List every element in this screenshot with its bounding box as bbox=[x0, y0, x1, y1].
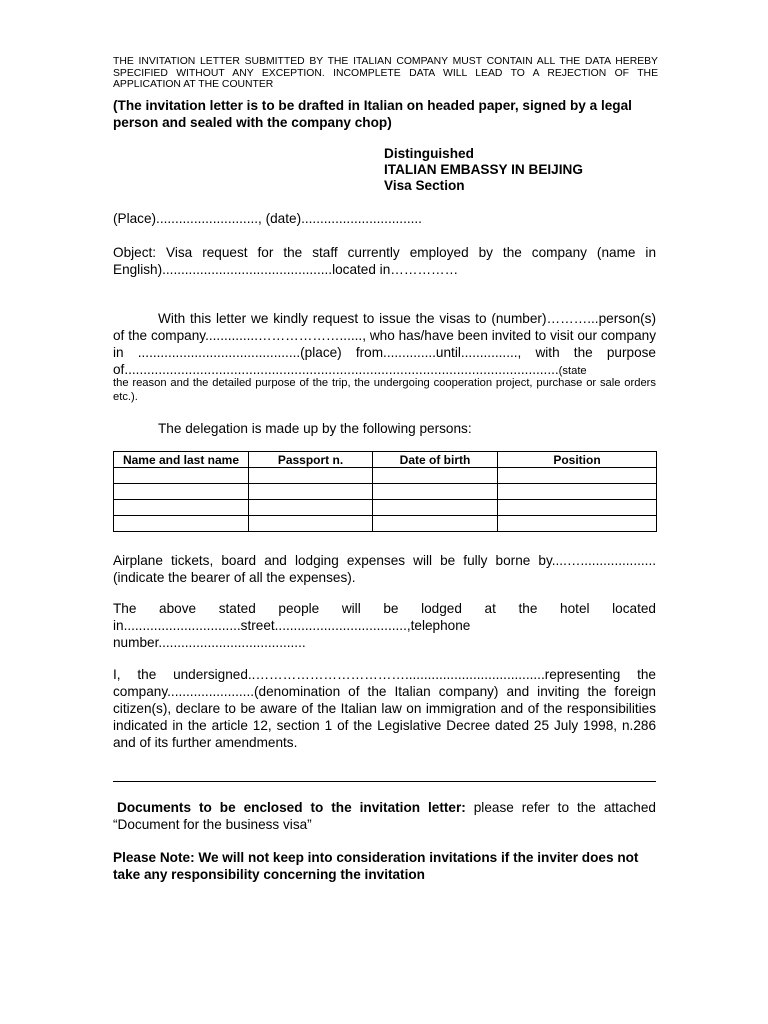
documents-label: Documents to be enclosed to the invitation letter: bbox=[117, 800, 466, 815]
col-header-name: Name and last name bbox=[114, 452, 249, 468]
passport-cell[interactable] bbox=[249, 468, 373, 484]
table-row bbox=[114, 516, 657, 532]
col-header-position: Position bbox=[498, 452, 657, 468]
recipient-embassy: ITALIAN EMBASSY IN BEIJING bbox=[384, 162, 583, 177]
recipient-block bbox=[384, 146, 583, 194]
position-cell[interactable] bbox=[498, 516, 657, 532]
table-header-row bbox=[114, 452, 657, 468]
lodging-paragraph: The above stated people will be lodged at the hotel located in...............................street...................................,telephone number....................................... bbox=[113, 601, 656, 650]
section-divider bbox=[113, 781, 656, 782]
birth-date-cell[interactable] bbox=[373, 468, 498, 484]
name-cell[interactable] bbox=[114, 484, 249, 500]
name-cell[interactable] bbox=[114, 516, 249, 532]
position-cell[interactable] bbox=[498, 500, 657, 516]
request-note: the reason and the detailed purpose of the trip, the undergoing cooperation project, purchase or sale orders etc.). bbox=[113, 377, 656, 403]
passport-cell[interactable] bbox=[249, 484, 373, 500]
request-note-inline: (state bbox=[558, 365, 587, 377]
passport-cell[interactable] bbox=[249, 500, 373, 516]
delegation-table bbox=[113, 451, 657, 532]
table-row bbox=[114, 468, 657, 484]
header-notice: THE INVITATION LETTER SUBMITTED BY THE ITALIAN COMPANY MUST CONTAIN ALL THE DATA HEREBY SPECIFIED WITHOUT ANY EXCEPTION. INCOMPLETE DATA WILL LEAD TO A REJECTION OF THE APPLICATION AT THE COUNTER bbox=[113, 56, 658, 91]
drafting-instruction: (The invitation letter is to be drafted in Italian on headed paper, signed by a legal person and sealed with the company chop) bbox=[113, 98, 632, 130]
name-cell[interactable] bbox=[114, 500, 249, 516]
col-header-birth-date: Date of birth bbox=[373, 452, 498, 468]
request-main-text: With this letter we kindly request to issue the visas to (number)………...person(s) of the company..............………………......, who has/have been invited to visit our company in ...........................................(place) from..............until..............., with the purpose of................................................................................................................... bbox=[113, 311, 656, 377]
position-cell[interactable] bbox=[498, 468, 657, 484]
birth-date-cell[interactable] bbox=[373, 500, 498, 516]
request-paragraph bbox=[113, 310, 656, 378]
place-date-line: (Place)..........................., (date)................................ bbox=[113, 211, 422, 226]
name-cell[interactable] bbox=[114, 468, 249, 484]
position-cell[interactable] bbox=[498, 484, 657, 500]
table-row bbox=[114, 500, 657, 516]
birth-date-cell[interactable] bbox=[373, 484, 498, 500]
birth-date-cell[interactable] bbox=[373, 516, 498, 532]
delegation-intro: The delegation is made up by the following persons: bbox=[158, 421, 472, 436]
passport-cell[interactable] bbox=[249, 516, 373, 532]
recipient-salutation: Distinguished bbox=[384, 146, 474, 161]
table-row bbox=[114, 484, 657, 500]
documents-paragraph bbox=[113, 799, 656, 833]
please-note: Please Note: We will not keep into consideration invitations if the inviter does not take any responsibility concerning the invitation bbox=[113, 850, 639, 882]
col-header-passport: Passport n. bbox=[249, 452, 373, 468]
object-paragraph: Object: Visa request for the staff currently employed by the company (name in English).............................................located in…………… bbox=[113, 245, 656, 277]
recipient-section: Visa Section bbox=[384, 178, 465, 193]
documents-text: please refer to the attached “Document for the business visa” bbox=[113, 800, 656, 832]
declaration-paragraph: I, the undersigned..…………………………….....................................representing the company.......................(denomination of the Italian company) and inviting the foreign citizen(s), declare to be aware of the Italian law on immigration and of the responsibilities indicated in the article 12, section 1 of the Legislative Decree dated 25 July 1998, n.286 and of its further amendments. bbox=[113, 667, 656, 750]
expenses-paragraph: Airplane tickets, board and lodging expenses will be fully borne by....…....................(indicate the bearer of all the expenses). bbox=[113, 553, 656, 585]
